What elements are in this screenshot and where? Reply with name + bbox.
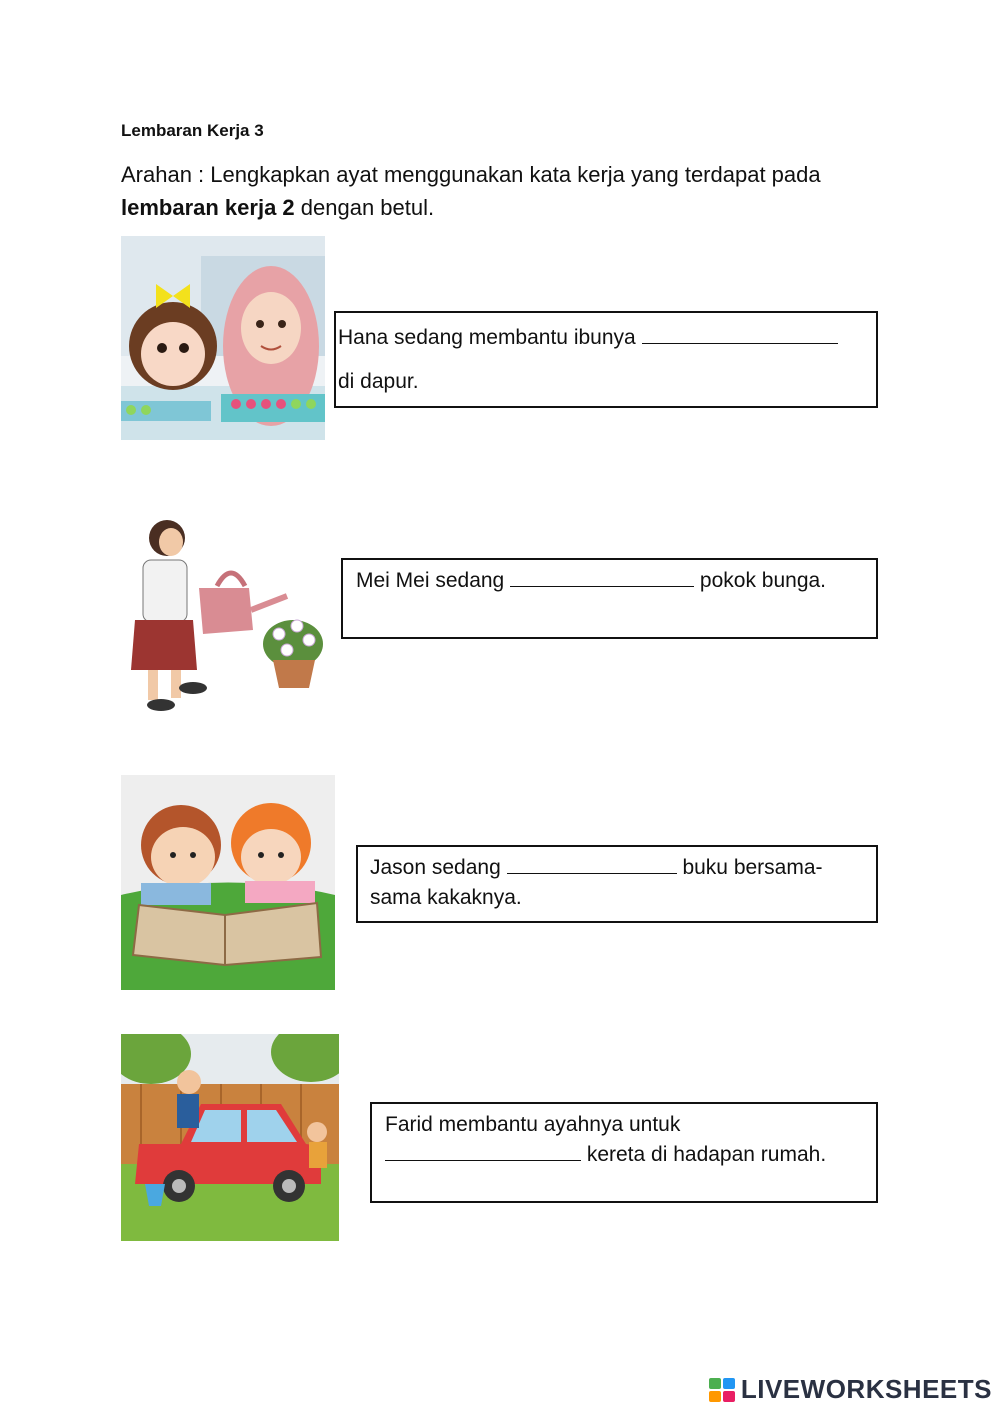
answer-blank-2[interactable]: [510, 566, 694, 587]
sentence-box-4: [370, 1102, 878, 1203]
sentence-4-post: kereta di hadapan rumah.: [581, 1143, 827, 1166]
liveworksheets-icon: [709, 1378, 735, 1402]
answer-blank-1[interactable]: [642, 323, 838, 344]
sentence-3-post: buku bersama-: [676, 856, 823, 879]
liveworksheets-logo: [709, 1374, 992, 1405]
sentence-box-3: [356, 845, 878, 923]
sentence-box-2: [341, 558, 878, 639]
instruction-suffix: dengan betul.: [294, 195, 435, 220]
car-wash-illustration: [121, 1034, 339, 1241]
sentence-2-post: pokok bunga.: [694, 569, 827, 592]
sentence-4-text: Farid membantu ayahnya untuk: [385, 1113, 681, 1136]
answer-blank-3[interactable]: [507, 853, 677, 874]
sentence-1-text: Hana sedang membantu ibunya: [338, 326, 642, 349]
instruction-prefix: Arahan : Lengkapkan ayat menggunakan kata kerja yang terdapat pada: [121, 162, 821, 187]
baking-illustration: [121, 236, 325, 440]
sentence-3-text: Jason sedang: [370, 856, 507, 879]
instruction-bold: lembaran kerja 2: [121, 195, 295, 220]
sentence-2-text: Mei Mei sedang: [356, 569, 511, 592]
reading-illustration: [121, 775, 335, 990]
brand-name: LIVEWORKSHEETS: [740, 1374, 992, 1404]
answer-blank-4[interactable]: [385, 1140, 581, 1161]
sentence-1-line2: di dapur.: [338, 370, 419, 393]
worksheet-title: Lembaran Kerja 3: [121, 121, 264, 140]
instruction-text: [121, 158, 901, 224]
sentence-box-1: [334, 311, 878, 408]
sentence-3-line2: sama kakaknya.: [370, 886, 522, 909]
watering-illustration: [121, 510, 331, 720]
